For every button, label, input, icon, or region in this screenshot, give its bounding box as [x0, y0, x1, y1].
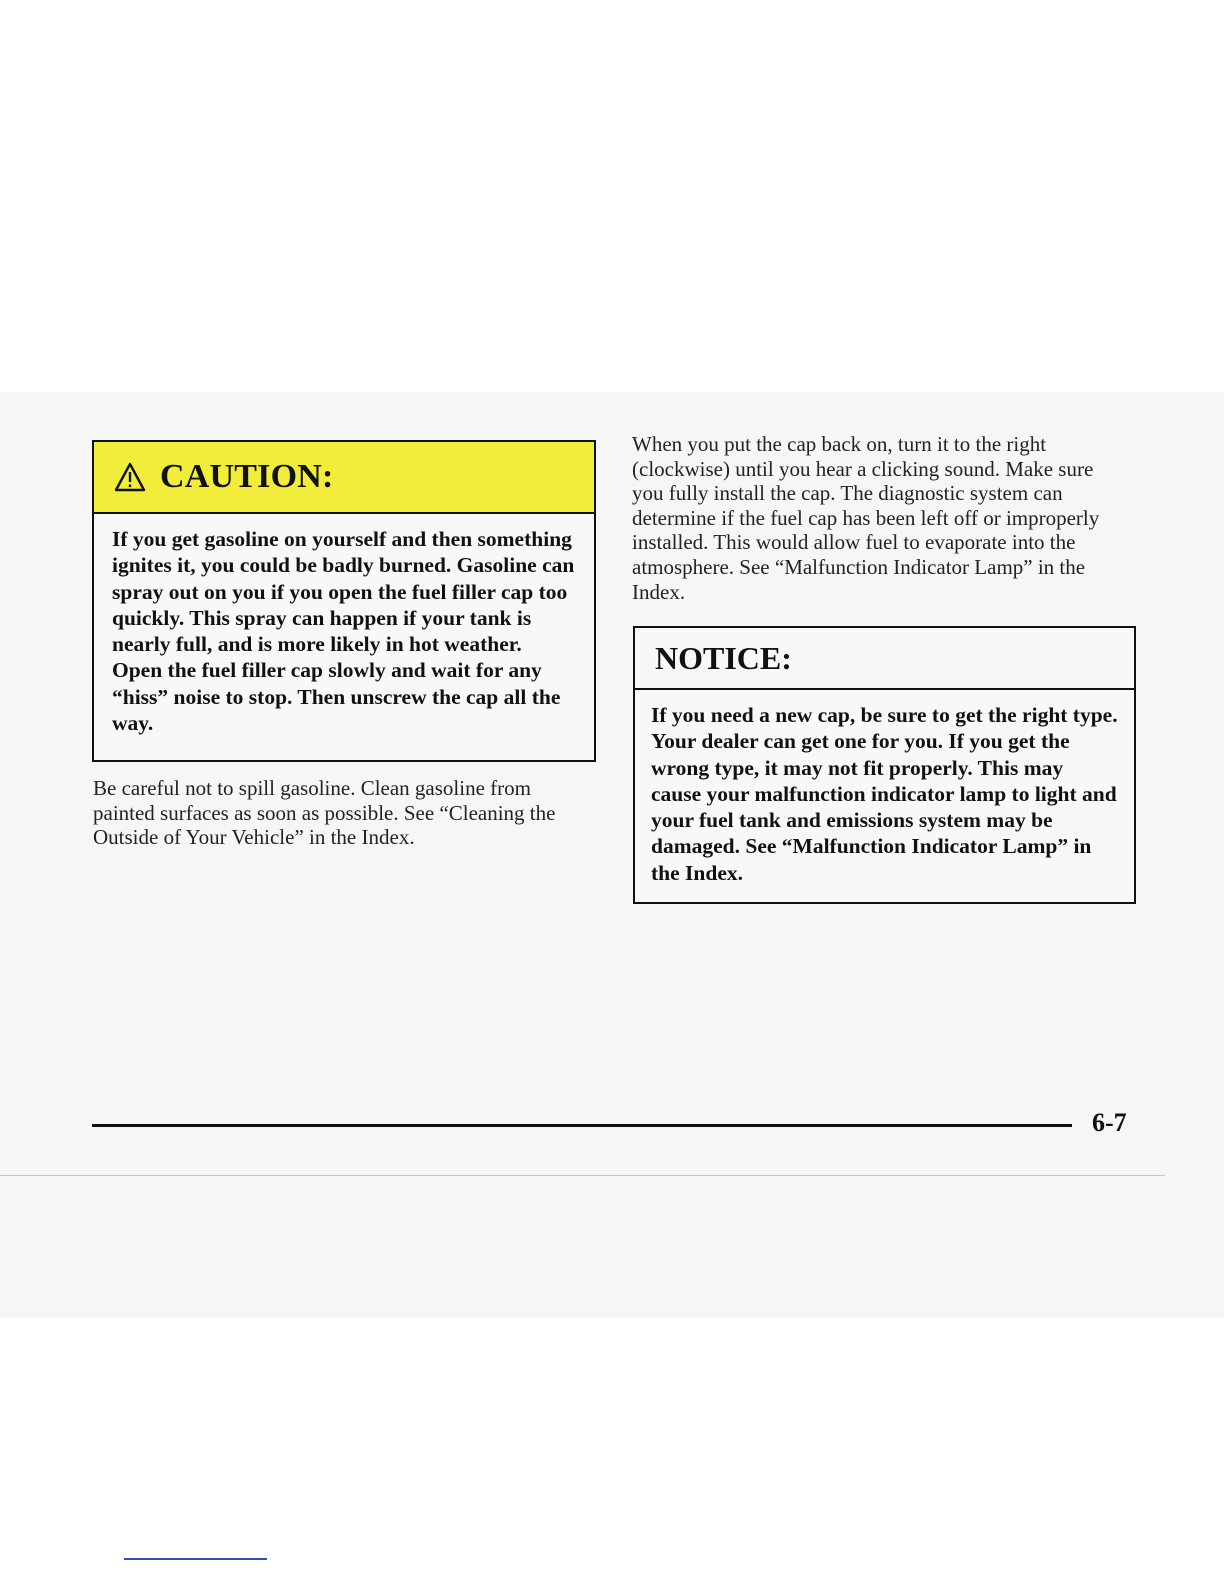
bottom-link-rule	[124, 1558, 267, 1560]
footer-rule	[92, 1124, 1072, 1127]
warning-triangle-icon	[114, 461, 146, 493]
notice-title: NOTICE:	[655, 639, 792, 676]
notice-body-text: If you need a new cap, be sure to get the right type. Your dealer can get one for you. If you get the wrong type, it may not fit properly. This may cause your malfunction indicator lamp to light and your fuel tank and emissions system may be damaged. See “Malfunction Indicator Lamp” in the Index.	[651, 703, 1118, 885]
cap-install-paragraph: When you put the cap back on, turn it to the right (clockwise) until you hear a clicking sound. Make sure you fully install the cap. The diagnostic system can determine if the fuel cap has been left off or improperly installed. This would allow fuel to evaporate into the atmosphere. See “Malfunction Indicator Lamp” in the Index.	[632, 432, 1100, 604]
scan-edge-line	[0, 1175, 1165, 1176]
notice-box	[633, 626, 1136, 904]
notice-header	[635, 628, 1134, 690]
caution-body-text: If you get gasoline on yourself and then something ignites it, you could be badly burned. Gasoline can spray out on you if you open the fuel filler cap too quickly. This spray can happen if your tank is nearly full, and is more likely in hot weather. Open the fuel filler cap slowly and wait for any “hiss” noise to stop. Then unscrew the cap all the way.	[112, 527, 575, 736]
caution-header	[94, 442, 594, 514]
spill-warning-paragraph: Be careful not to spill gasoline. Clean gasoline from painted surfaces as soon as possible. See “Cleaning the Outside of Your Vehicle” in the Index.	[93, 776, 556, 850]
caution-box	[92, 440, 596, 762]
page-number: 6-7	[1092, 1108, 1127, 1137]
caution-title: CAUTION:	[160, 458, 334, 495]
